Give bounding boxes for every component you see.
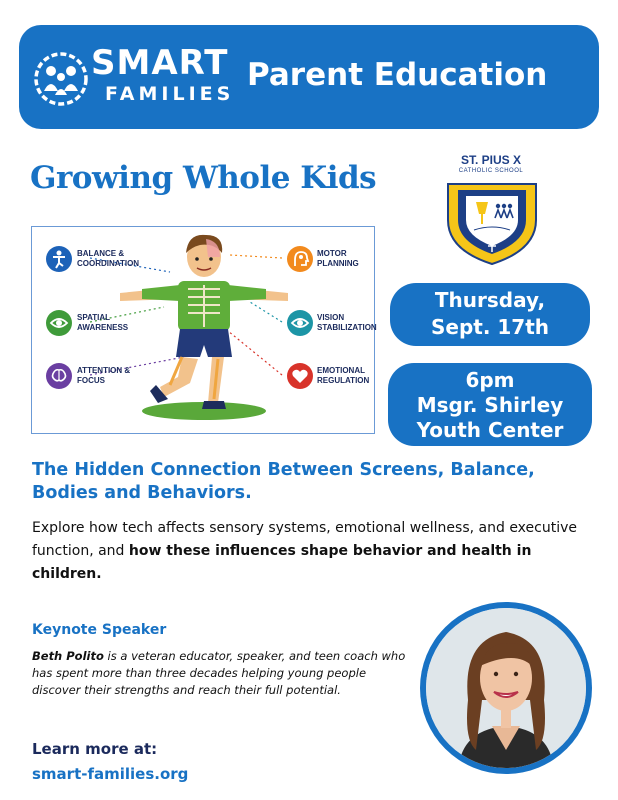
smart-families-logo-icon: [33, 51, 89, 107]
eye-icon: [45, 309, 73, 337]
label-motor-planning: MOTOR PLANNING: [317, 249, 359, 268]
event-date: Sept. 17th: [430, 315, 550, 339]
subheadline: The Hidden Connection Between Screens, Balance, Bodies and Behaviors.: [32, 460, 535, 503]
venue-line2: Youth Center: [416, 418, 564, 442]
description-plain: Explore how tech affects sensory systems, emotional wellness, and executive function, and: [32, 520, 577, 559]
speaker-portrait: [418, 600, 594, 776]
learn-more-heading: Learn more at:: [32, 740, 158, 758]
school-subtitle: CATHOLIC SCHOOL: [458, 168, 524, 174]
time-venue-pill: [388, 363, 592, 446]
label-balance-coordination: BALANCE & COORDINATION: [77, 249, 140, 268]
venue-line1: Msgr. Shirley: [416, 393, 564, 417]
logo-wordmark-families: FAMILIES: [105, 83, 235, 105]
speaker-bio: [32, 648, 412, 699]
heart-icon: [286, 362, 314, 390]
logo-wordmark-smart: SMART: [91, 43, 229, 83]
event-day: Thursday,: [434, 288, 546, 312]
label-spatial-awareness: SPATIAL AWARENESS: [77, 313, 129, 332]
label-attention-focus: ATTENTION & FOCUS: [77, 366, 131, 385]
speaker-bio-text: is a veteran educator, speaker, and teen coach who has spent more than three decades helping young people discover their strengths and reach their full potential.: [32, 649, 406, 697]
school-shield-icon: [440, 180, 544, 266]
balance-person-icon: [45, 245, 73, 273]
school-name: ST. PIUS X: [460, 153, 522, 167]
brain-icon: [45, 362, 73, 390]
header-banner: [19, 25, 599, 129]
event-time: 6pm: [465, 368, 515, 392]
keynote-heading: Keynote Speaker: [32, 622, 167, 638]
event-title: Growing Whole Kids: [30, 160, 377, 196]
banner-title: Parent Education: [247, 57, 548, 93]
description-bold: how these influences shape behavior and health in children.: [32, 543, 532, 582]
website-link[interactable]: smart-families.org: [32, 765, 189, 783]
label-vision-stabilization: VISION STABILIZATION: [317, 313, 377, 332]
description: [32, 517, 592, 586]
child-body-diagram: [31, 226, 375, 434]
speaker-name: Beth Polito: [32, 649, 104, 663]
vision-eye-icon: [286, 309, 314, 337]
label-emotional-regulation: EMOTIONAL REGULATION: [317, 366, 370, 385]
date-pill: [390, 283, 590, 346]
head-gear-icon: [286, 245, 314, 273]
